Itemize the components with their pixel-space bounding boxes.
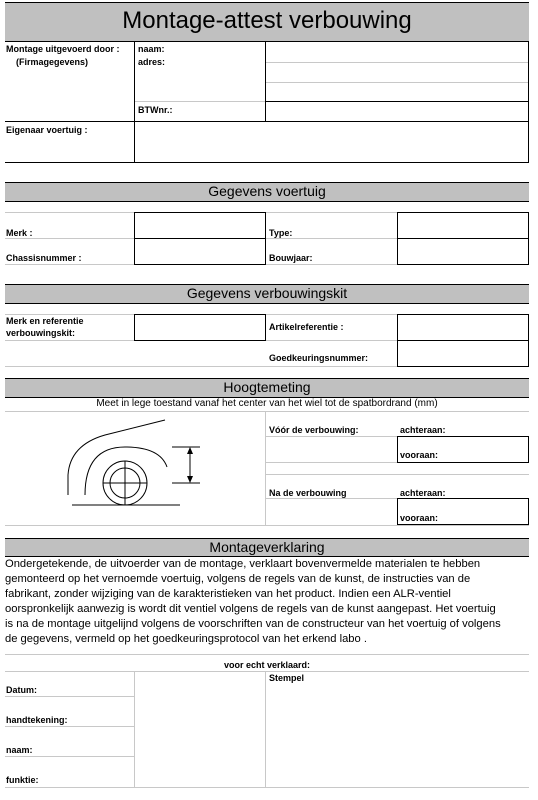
section-vehicle: Gegevens voertuig [5,182,529,202]
artikel-label: Artikelreferentie : [269,322,344,332]
signature-bottom-line [5,787,529,788]
firm-label-sub: (Firmagegevens) [16,57,89,67]
merk-field[interactable] [134,212,266,239]
na-vooraan-label: vooraan: [400,513,439,523]
na-achteraan-label: achteraan: [400,488,446,498]
merk-label: Merk : [6,228,33,238]
wheel-arch-diagram [60,415,210,515]
declaration-text [5,557,531,646]
kit-merk-label-sub: verbouwingskit: [6,328,76,338]
declaration-line: fabrikant, zonder wijziging van de karakteristieken van het product. Indien een ALR-ventiel [5,587,451,600]
type-label: Type: [269,228,293,238]
artikel-field[interactable] [397,314,529,341]
kit-merk-field[interactable] [134,314,266,341]
signature-divider-right [265,671,266,788]
declaration-line: is na de montage uitgelijnd volgens de voorschriften van de constructeur van het voertuig of volgens [5,617,501,630]
declaration-line: Ondergetekende, de uitvoerder van de montage, verklaart bovenvermelde materialen te hebben [5,558,481,570]
kit-merk-label: Merk en referentie [6,316,84,326]
datum-label: Datum: [6,685,37,695]
fender-outline [68,420,165,495]
firm-line [135,101,265,102]
firm-divider-left [134,42,135,163]
height-line [266,474,529,475]
na-label: Na de verbouwing [269,488,347,498]
signature-line [5,696,134,697]
chassis-field[interactable] [134,238,266,265]
btw-field[interactable] [265,101,529,122]
firm-btw-label: BTWnr.: [138,105,173,115]
signature-line [5,726,134,727]
funktie-label: funktie: [6,775,39,785]
height-bottom-line [5,525,529,526]
voor-achteraan-label: achteraan: [400,425,446,435]
goedkeuring-label: Goedkeuringsnummer: [269,353,369,363]
naam-label: naam: [6,745,33,755]
bouwjaar-field[interactable] [397,238,529,265]
signature-divider-left [134,671,135,788]
voor-label: Vóór de verbouwing: [269,425,359,435]
goedkeuring-field[interactable] [397,340,529,367]
declaration-line: gemonteerd op het vernoemde voertuig, volgens de regels van de kunst, de instructies van de [5,572,471,585]
section-kit: Gegevens verbouwingskit [5,284,529,304]
signature-line [5,756,134,757]
signature-line [5,654,529,655]
stempel-label: Stempel [269,673,305,683]
firm-naam-label: naam: [138,44,165,54]
declaration-line: de gegevens, vermeld op het goedkeuringsprotocol van het erkend labo . [5,632,367,645]
height-divider [265,411,266,525]
owner-bottom-line [5,162,529,163]
wheel-arch [85,447,167,495]
section-height: Hoogtemeting [5,378,529,398]
firm-label: Montage uitgevoerd door : [6,44,120,54]
owner-label: Eigenaar voertuig : [6,125,88,135]
signature-heading: voor echt verklaard: [223,660,311,670]
firm-adres-label: adres: [138,57,166,67]
page-title: Montage-attest verbouwing [122,7,412,34]
bouwjaar-label: Bouwjaar: [269,253,313,263]
type-field[interactable] [397,212,529,239]
firm-line [266,62,528,63]
firm-line [266,82,528,83]
signature-line [5,671,529,672]
voor-vooraan-label: vooraan: [400,450,439,460]
declaration-line: oorspronkelijk aanwezig is wordt dit ventiel volgens de regels van de kunst aangepast. Het voertuig [5,602,496,615]
handtekening-label: handtekening: [6,715,68,725]
section-declaration: Montageverklaring [5,538,529,557]
height-line [5,411,529,412]
chassis-label: Chassisnummer : [6,253,82,263]
height-subtitle: Meet in lege toestand vanaf het center van het wiel tot de spatbordrand (mm) [96,398,438,409]
